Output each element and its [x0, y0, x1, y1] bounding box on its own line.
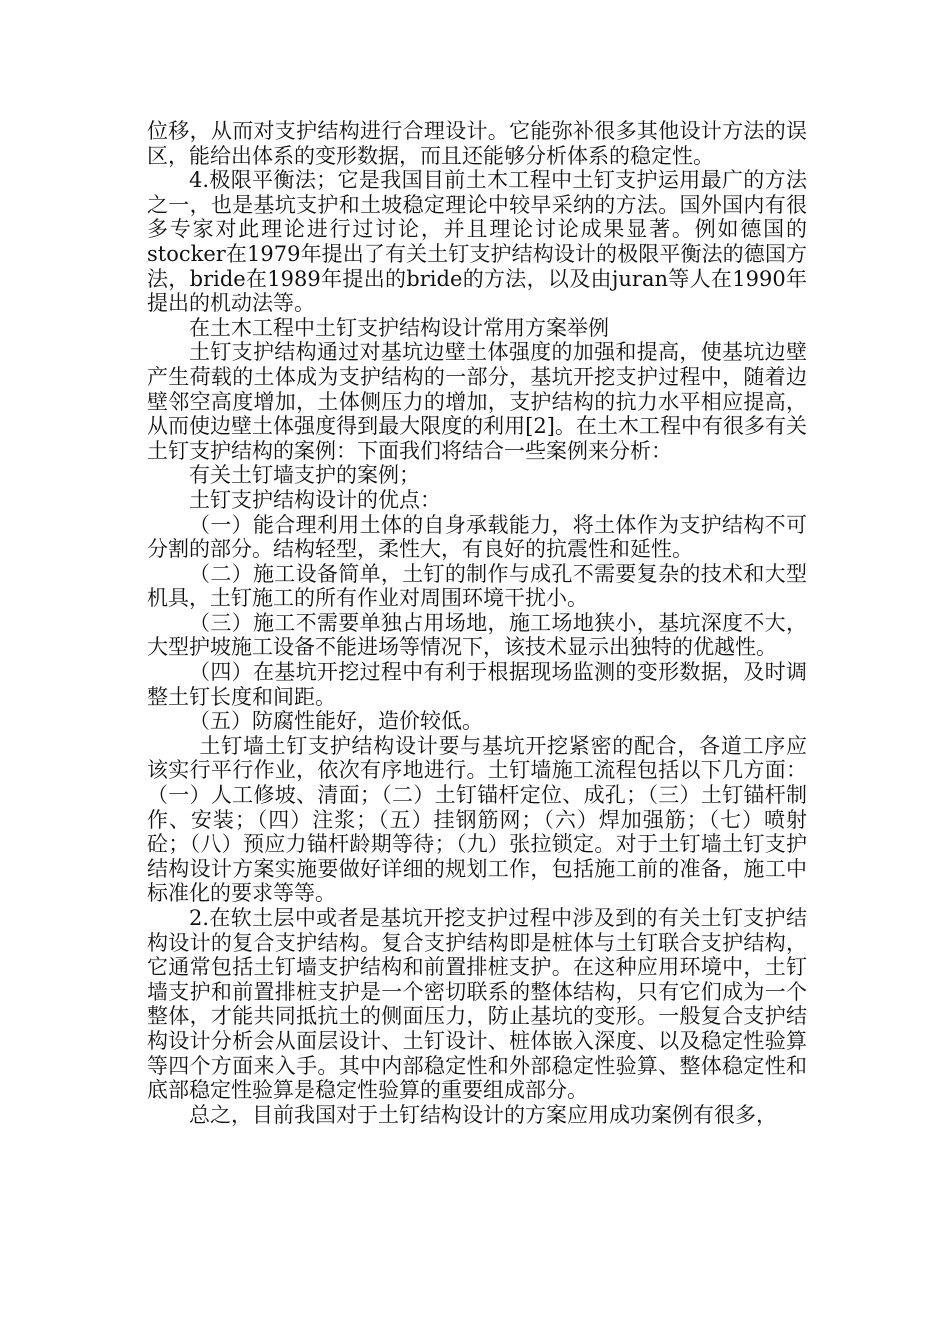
- list-item-advantage-4: （四）在基坑开挖过程中有利于根据现场监测的变形数据，及时调整土钉长度和间距。: [147, 660, 807, 709]
- list-item-advantage-1: （一）能合理利用土体的自身承载能力，将土体作为支护结构不可分割的部分。结构轻型，柔性大，有良好的抗震性和延性。: [147, 512, 807, 562]
- paragraph-composite-support: 2.在软土层中或者是基坑开挖支护过程中涉及到的有关土钉支护结构设计的复合支护结构。复合支护结构即是桩体与土钉联合支护结构，它通常包括土钉墙支护结构和前置排桩支护。在这种应用环境中，土钉墙支护和前置排桩支护是一个密切联系的整体结构，只有它们成为一个整体，才能共同抵抗土的侧面压力，防止基坑的变形。一般复合支护结构设计分析会从面层设计、土钉设计、桩体嵌入深度、以及稳定性验算等四个方面来入手。其中内部稳定性和外部稳定性验算、整体稳定性和底部稳定性验算是稳定性验算的重要组成部分。: [147, 906, 807, 1103]
- section-heading: 在土木工程中土钉支护结构设计常用方案举例: [189, 315, 609, 340]
- list-item-advantage-2: （二）施工设备简单，土钉的制作与成孔不需要复杂的技术和大型机具，土钉施工的所有作业对周围环境干扰小。: [147, 561, 807, 611]
- paragraph-continuation: 位移，从而对支护结构进行合理设计。它能弥补很多其他设计方法的误区，能给出体系的变形数据，而且还能够分析体系的稳定性。: [147, 119, 807, 168]
- paragraph-construction-process: 土钉墙土钉支护结构设计要与基坑开挖紧密的配合，各道工序应该实行平行作业，依次有序地进行。土钉墙施工流程包括以下几方面：（一）人工修坡、清面；（二）土钉锚杆定位、成孔；（三）土钉锚杆制作、安装；（四）注浆；（五）挂钢筋网；（六）焊加强筋；（七）喷射砼；（八）预应力锚杆龄期等待；（九）张拉锁定。对于土钉墙土钉支护结构设计方案实施要做好详细的规划工作，包括施工前的准备，施工中标准化的要求等等。: [147, 733, 807, 906]
- paragraph-case-heading: 有关土钉墙支护的案例；: [189, 463, 420, 488]
- paragraph-conclusion: 总之，目前我国对于土钉结构设计的方案应用成功案例有很多，: [189, 1102, 777, 1127]
- list-item-advantage-5: （五）防腐性能好，造价较低。: [189, 709, 483, 734]
- paragraph-limit-equilibrium: 4.极限平衡法；它是我国目前土木工程中土钉支护运用最广的方法之一，也是基坑支护和土坡稳定理论中较早采纳的方法。国外国内有很多专家对此理论进行过讨论，并且理论讨论成果显著。例如德国的stocker在1979年提出了有关土钉支护结构设计的极限平衡法的德国方法，bride在1989年提出的bride的方法，以及由juran等人在1990年提出的机动法等。: [147, 168, 807, 316]
- paragraph-intro: 土钉支护结构通过对基坑边壁土体强度的加强和提高，使基坑边壁产生荷载的土体成为支护结构的一部分，基坑开挖支护过程中，随着边壁邻空高度增加，土体侧压力的增加，支护结构的抗力水平相应提高，从而使边壁土体强度得到最大限度的利用[2]。在土木工程中有很多有关土钉支护结构的案例：下面我们将结合一些案例来分析：: [147, 340, 807, 463]
- document-body: [147, 119, 807, 1127]
- paragraph-advantages-heading: 土钉支护结构设计的优点：: [189, 487, 441, 512]
- list-item-advantage-3: （三）施工不需要单独占用场地，施工场地狭小，基坑深度不大，大型护坡施工设备不能进场等情况下，该技术显示出独特的优越性。: [147, 610, 807, 660]
